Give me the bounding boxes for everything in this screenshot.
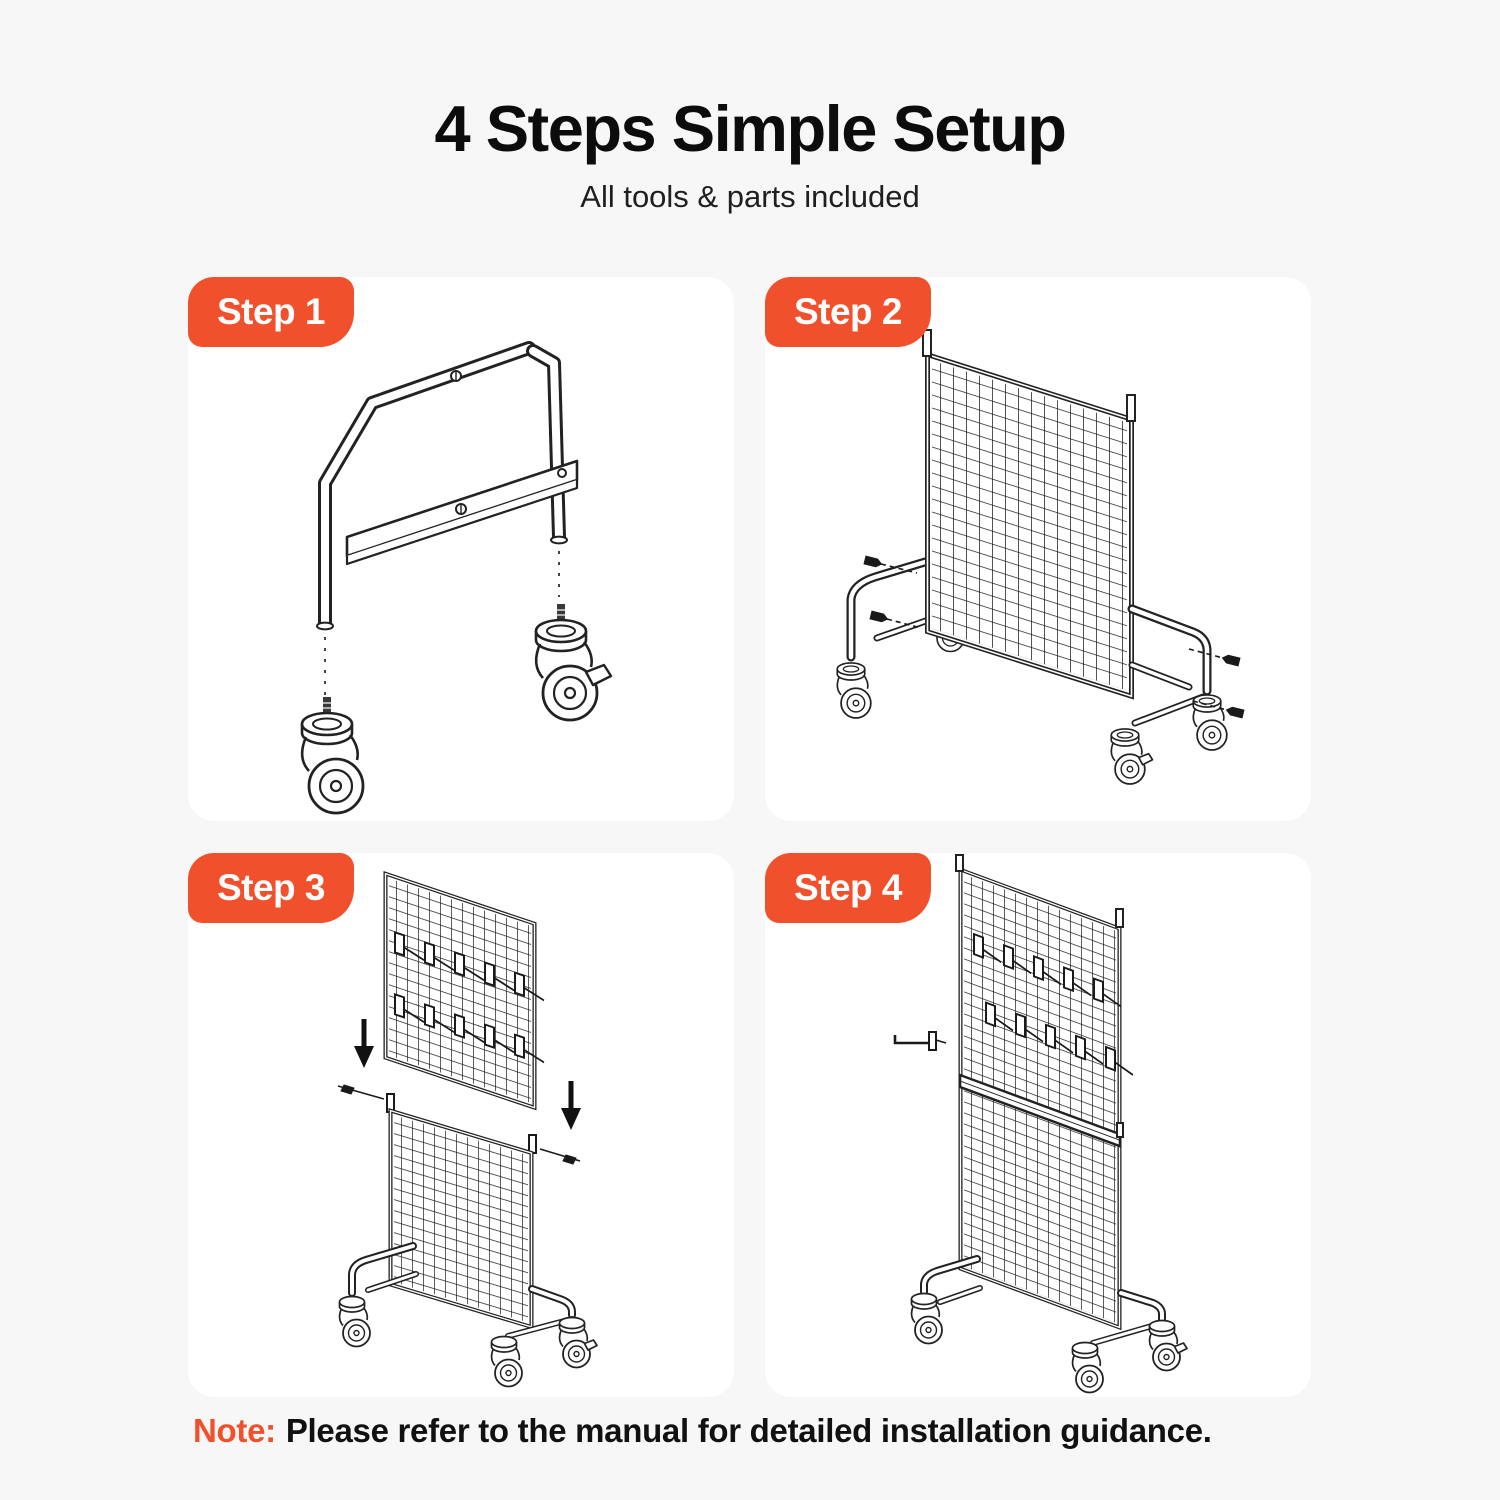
step-3-label: Step 3 [216, 867, 326, 908]
caster-right-with-brake-icon [536, 604, 611, 720]
caster-left-icon [302, 697, 363, 813]
right-post-cap [1127, 395, 1135, 421]
step-2-label: Step 2 [793, 291, 903, 332]
step-1-illustration-base-frame-with-casters-icon [188, 277, 734, 821]
left-post-cap [923, 330, 931, 356]
step-card-1 [188, 277, 734, 821]
alignment-dashed-lines [325, 551, 559, 711]
left-post-cap [956, 855, 963, 871]
note-text: Please refer to the manual for detailed installation guidance. [285, 1412, 1212, 1449]
step-card-3 [188, 853, 734, 1397]
page-subtitle: All tools & parts included [580, 178, 920, 214]
header [0, 0, 1500, 215]
right-post-cap [1116, 909, 1123, 927]
step-3-illustration-stack-panels-icon [188, 853, 734, 1397]
upper-grid-panel [385, 873, 544, 1111]
grid-panel [923, 330, 1135, 697]
down-arrow-right-icon [561, 1081, 581, 1130]
step-4-label: Step 4 [793, 867, 903, 908]
lower-grid-panel [390, 1110, 532, 1328]
step-2-illustration-panel-on-legs-icon [765, 277, 1311, 821]
step-2-badge [765, 277, 931, 347]
left-leg-frame [837, 559, 937, 718]
down-arrow-left-icon [354, 1019, 374, 1068]
floating-display-hook-icon [895, 1032, 946, 1050]
step-1-label: Step 1 [216, 291, 326, 332]
step-4-badge [765, 853, 931, 923]
assembled-double-grid-panel [956, 855, 1133, 1333]
footer-note [193, 1412, 1393, 1450]
step-4-illustration-finished-rack-icon [765, 853, 1311, 1397]
step-card-4 [765, 853, 1311, 1397]
page-title: 4 Steps Simple Setup [434, 92, 1066, 165]
step-card-2 [765, 277, 1311, 821]
step-3-badge [188, 853, 354, 923]
steps-grid [188, 277, 1312, 1397]
mid-rail-peg [1117, 1123, 1123, 1137]
note-prefix: Note: [193, 1412, 276, 1449]
step-1-badge [188, 277, 354, 347]
